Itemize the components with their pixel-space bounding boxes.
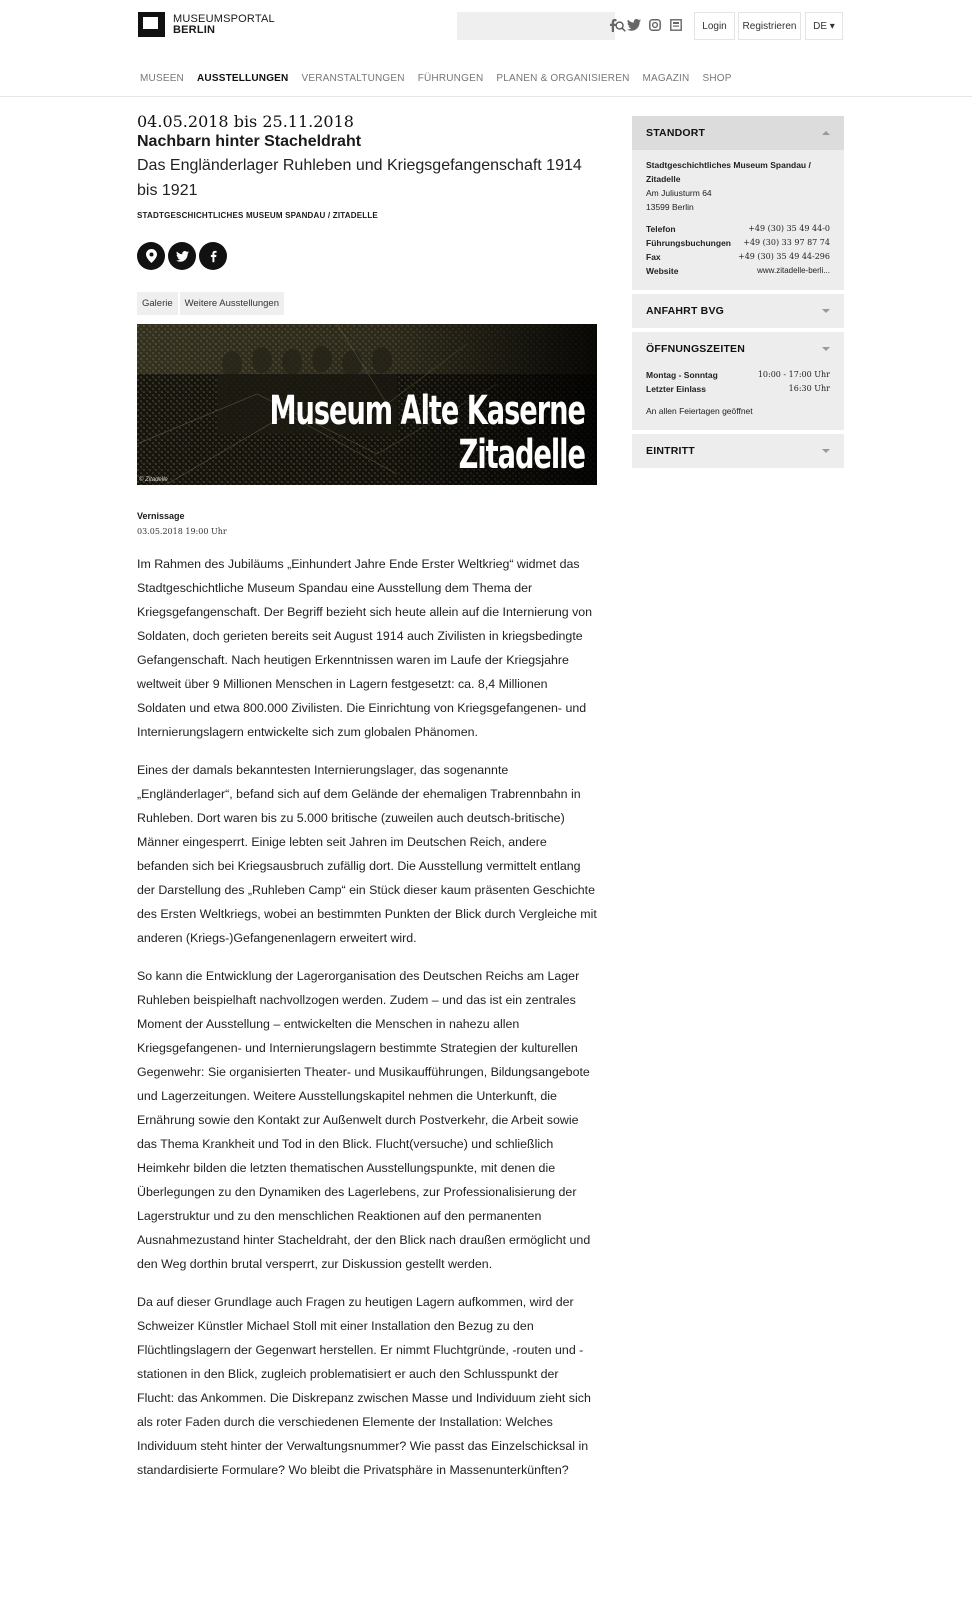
tab-galerie[interactable]: Galerie [137, 292, 178, 315]
twitter-icon[interactable] [627, 18, 641, 32]
paragraph: Im Rahmen des Jubiläums „Einhundert Jahre Ende Erster Weltkrieg“ widmet das Stadtgeschichtliche Museum Spandau eine Ausstellung dem Thema der Kriegsgefangenschaft. Der Begriff bezieht sich heute allein auf die Internierung von Soldaten, doch gerieten bereits seit August 1914 auch Zivilisten in kriegsbedingte Gefangenschaft. Nach heutigen Erkenntnissen waren im Laufe der Kriegsjahre weltweit über 9 Millionen Menschen in Lagern festgesetzt: ca. 8,4 Millionen Soldaten und etwa 800.000 Zivilisten. Die Einrichtung von Kriegsgefangenen- und Internierungslagern entwickelte sich zum globalen Phänomen. [137, 557, 593, 739]
language-select[interactable]: DE ▾ [805, 12, 843, 40]
phone-link[interactable]: +49 (30) 35 49 44-0 [748, 224, 830, 233]
map-pin-button[interactable] [137, 242, 165, 270]
paragraph: Da auf dieser Grundlage auch Fragen zu heutigen Lagern aufkommen, wird der Schweizer Künstler Michael Stoll mit einer Installation den Bezug zu den Flüchtlingslagern der Gegenwart herstellen. Er nimmt Fluchtgründe, -routen und -stationen in den Blick, zugleich problematisiert er auch den Schlusspunkt der Flucht: das Ankommen. Die Diskrepanz zwischen Masse und Individuum zieht sich als roter Faden durch die verschiedenen Elemente der Installation: Welches Individuum steht hinter der Verwaltungsnummer? Wie passt das Einzelschicksal in standardisierte Formulare? Wo bleibt die Privatsphäre in Massenunterkünften? [137, 1295, 591, 1477]
hero-line-2: Zitadelle [458, 432, 585, 478]
chevron-up-icon [822, 131, 830, 135]
eintritt-title: EINTRITT [646, 445, 695, 457]
city: 13599 Berlin [646, 202, 694, 212]
anfahrt-toggle[interactable] [632, 294, 844, 328]
facebook-share-button[interactable] [199, 242, 227, 270]
exhibition-subtitle: Das Engländerlager Ruhleben und Kriegsgefangenschaft 1914 bis 1921 [137, 157, 582, 199]
vernissage-label: Vernissage [137, 511, 185, 521]
share-buttons [137, 242, 599, 270]
museum-name: Stadtgeschichtliches Museum Spandau / Zitadelle [646, 160, 811, 184]
nav-item-fuehrungen[interactable]: FÜHRUNGEN [417, 73, 484, 84]
contact-row [646, 222, 830, 236]
vernissage-date: 03.05.2018 19:00 Uhr [137, 527, 227, 536]
article [137, 108, 599, 1482]
street: Am Juliusturm 64 [646, 188, 712, 198]
panel-eintritt [632, 434, 844, 468]
nav-item-planen[interactable]: PLANEN & ORGANISIEREN [496, 73, 630, 84]
eintritt-toggle[interactable] [632, 434, 844, 468]
login-button[interactable]: Login [694, 12, 735, 40]
sidebar [632, 116, 844, 472]
oeffnungszeiten-title: ÖFFNUNGSZEITEN [646, 343, 746, 355]
anfahrt-title: ANFAHRT BVG [646, 305, 725, 317]
nav-item-museen[interactable]: MUSEEN [140, 73, 184, 84]
contact-label: Fax [646, 252, 661, 262]
paragraph: So kann die Entwicklung der Lagerorganisation des Deutschen Reichs am Lager Ruhleben beispielhaft nachvollzogen werden. Zudem – und das ist ein zentrales Moment der Ausstellung – entwickelten die Menschen in nahezu allen Kriegsgefangenen- und Internierungslagern bestimmte Strategien der kulturellen Gegenwehr: Sie organisierten Theater- und Musikaufführungen, Bildungsangebote und Lagerzeitungen. Weitere Ausstellungskapitel nehmen die Unterkunft, die Ernährung sowie den Kontakt zur Außenwelt durch Postverkehr, die Arbeit sowie das Thema Krankheit und Tod in den Blick. Flucht(versuche) und schließlich Heimkehr bilden die letzten thematischen Ausstellungspunkte, mit denen die Überlegungen zu den Dynamiken des Lagerlebens, zur Professionalisierung der Lagerstruktur und zu den menschlichen Reaktionen auf den permanenten Ausnahmezustand hinter Stacheldraht, der den Blick nach draußen ermöglicht und den Weg dorthin brutal versperrt, zur Diskussion gestellt werden. [137, 969, 591, 1271]
standort-body [632, 150, 844, 290]
exhibition-title: Nachbarn hinter Stacheldraht [137, 133, 362, 150]
instagram-icon[interactable] [648, 18, 662, 32]
venue-link[interactable]: STADTGESCHICHTLICHES MUSEUM SPANDAU / ZITADELLE [137, 211, 378, 220]
contact-label: Telefon [646, 224, 676, 234]
hours-row [646, 382, 830, 396]
hours-label: Montag - Sonntag [646, 370, 718, 380]
article-body [137, 552, 599, 1482]
hero-image[interactable] [137, 324, 597, 485]
holiday-note: An allen Feiertagen geöffnet [646, 406, 753, 416]
nav-item-ausstellungen[interactable]: AUSSTELLUNGEN [196, 73, 289, 84]
chevron-down-icon [822, 347, 830, 351]
contact-row [646, 236, 830, 250]
map-pin-icon [146, 249, 157, 263]
contact-label: Führungsbuchungen [646, 238, 731, 248]
nav-item-veranstaltungen[interactable]: VERANSTALTUNGEN [301, 73, 405, 84]
hero-line-1: Museum Alte Kaserne [269, 388, 585, 434]
oeffnungszeiten-body [632, 366, 844, 430]
hours-label: Letzter Einlass [646, 384, 706, 394]
paragraph: Eines der damals bekanntesten Internierungslager, das sogenannte „Engländerlager“, befand sich auf dem Gelände der ehemaligen Trabrennbahn in Ruhleben. Dort waren bis zu 5.000 britische (zuweilen auch deutsch-britische) Männer eingesperrt. Einige lebten seit Jahren im Deutschen Reich, andere befanden sich bei Kriegsausbruch zufällig dort. Die Ausstellung vermittelt entlang der Darstellung des „Ruhleben Camp“ ein Stück dieser kaum präsenten Geschichte des Ersten Weltkriegs, wobei an bestimmten Punkten der Blick durch Vergleiche mit anderen (Kriegs-)Gefangenenlagern erweitert wird. [137, 763, 597, 945]
booking-phone-link[interactable]: +49 (30) 33 97 87 74 [743, 238, 830, 247]
contact-row [646, 264, 830, 278]
website-link[interactable]: www.zitadelle-berli... [757, 266, 830, 275]
site-logo[interactable] [138, 12, 275, 37]
panel-anfahrt [632, 294, 844, 328]
register-button[interactable]: Registrieren [738, 12, 801, 40]
logo-line-2: BERLIN [173, 23, 216, 36]
search-box [457, 12, 593, 40]
image-credit: © Zitadelle [139, 477, 168, 483]
search-input[interactable] [457, 12, 615, 40]
logo-line-1: MUSEUMSPORTAL [173, 12, 275, 25]
contact-label: Website [646, 266, 679, 276]
panel-standort [632, 116, 844, 290]
logo-text [173, 14, 275, 36]
main-nav [140, 73, 732, 84]
chevron-down-icon [822, 449, 830, 453]
hero-caption [270, 389, 585, 477]
panel-oeffnungszeiten [632, 332, 844, 430]
nav-item-magazin[interactable]: MAGAZIN [642, 73, 690, 84]
facebook-icon [210, 250, 217, 263]
chevron-down-icon [822, 309, 830, 313]
contact-row [646, 250, 830, 264]
standort-title: STANDORT [646, 127, 706, 139]
twitter-icon [176, 251, 189, 262]
hours-value: 16:30 Uhr [788, 384, 830, 393]
facebook-icon[interactable] [606, 18, 620, 32]
social-links [606, 18, 683, 32]
tab-weitere-ausstellungen[interactable]: Weitere Ausstellungen [180, 292, 284, 315]
content-tabs [137, 292, 599, 315]
hours-row [646, 368, 830, 382]
standort-toggle[interactable] [632, 116, 844, 150]
nav-item-shop[interactable]: SHOP [702, 73, 732, 84]
site-header [0, 0, 972, 97]
exhibition-date: 04.05.2018 bis 25.11.2018 [137, 112, 354, 131]
oeffnungszeiten-toggle[interactable] [632, 332, 844, 366]
twitter-share-button[interactable] [168, 242, 196, 270]
hours-value: 10:00 - 17:00 Uhr [757, 370, 830, 379]
logo-mark-icon [138, 12, 165, 37]
newsletter-icon[interactable] [669, 18, 683, 32]
fax-value: +49 (30) 35 49 44-296 [738, 252, 830, 261]
